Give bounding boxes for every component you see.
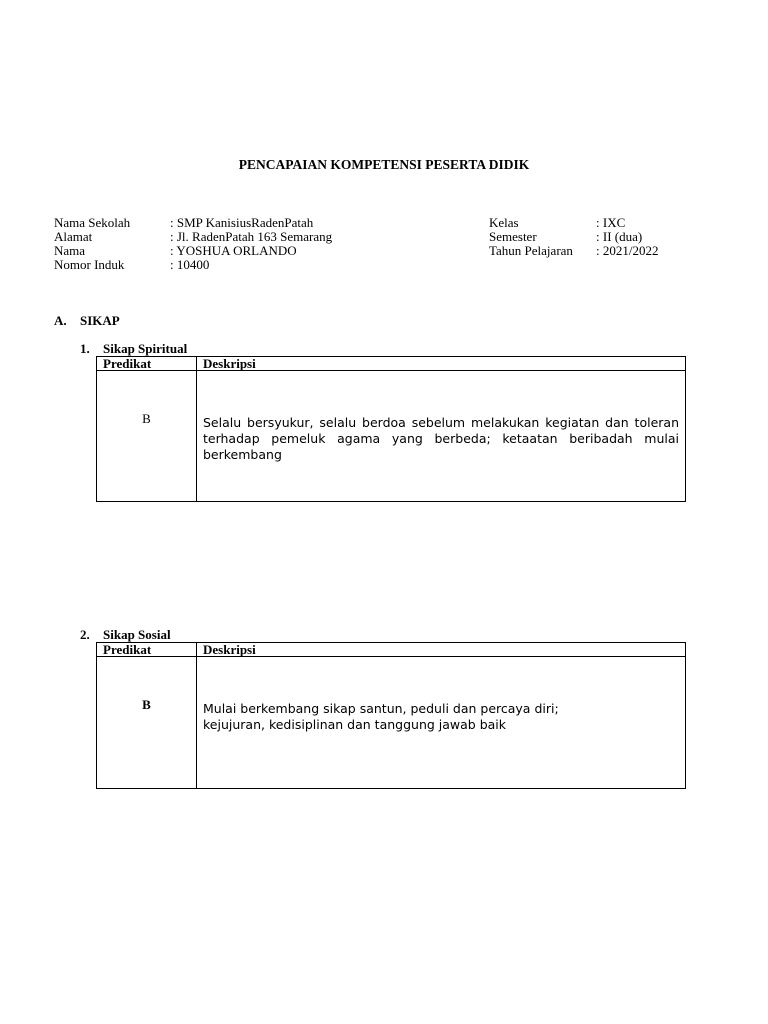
info-left-values bbox=[170, 216, 332, 272]
sosial-body-row bbox=[97, 657, 686, 789]
sosial-header-deskripsi: Deskripsi bbox=[197, 643, 686, 657]
spiritual-deskripsi-cell bbox=[197, 371, 686, 502]
sosial-title: Sikap Sosial bbox=[103, 627, 171, 642]
info-left-labels bbox=[54, 216, 130, 272]
spiritual-marker: 1. bbox=[80, 341, 90, 356]
document-title: PENCAPAIAN KOMPETENSI PESERTA DIDIK bbox=[238, 157, 530, 172]
sosial-deskripsi-cell bbox=[197, 657, 686, 789]
sosial-predikat-cell bbox=[97, 657, 197, 789]
sosial-predikat-value: B bbox=[142, 697, 151, 712]
spiritual-deskripsi-text: Selalu bersyukur, selalu berdoa sebelum melakukan kegiatan dan toleran terhadap pemeluk agama yang berbeda; ketaatan beribadah mulai berkembang bbox=[203, 415, 679, 462]
value-kelas: : IXC bbox=[596, 215, 626, 230]
sosial-header-predikat: Predikat bbox=[97, 643, 197, 657]
info-right-values bbox=[596, 216, 658, 258]
sosial-marker: 2. bbox=[80, 627, 90, 642]
value-semester: : II (dua) bbox=[596, 229, 643, 244]
spiritual-header-deskripsi: Deskripsi bbox=[197, 357, 686, 371]
label-nomor-induk: Nomor Induk bbox=[54, 257, 125, 272]
spiritual-header-predikat: Predikat bbox=[97, 357, 197, 371]
label-kelas: Kelas bbox=[489, 215, 519, 230]
sosial-deskripsi-text: Mulai berkembang sikap santun, peduli dan percaya diri; kejujuran, kedisiplinan dan tanggung jawab baik bbox=[203, 701, 559, 732]
section-a-title: SIKAP bbox=[80, 313, 120, 328]
value-alamat: : Jl. RadenPatah 163 Semarang bbox=[170, 229, 333, 244]
value-nama: : YOSHUA ORLANDO bbox=[170, 243, 297, 258]
label-semester: Semester bbox=[489, 229, 537, 244]
label-tahun-pelajaran: Tahun Pelajaran bbox=[489, 243, 573, 258]
spiritual-predikat-value: B bbox=[142, 411, 151, 426]
label-nama-sekolah: Nama Sekolah bbox=[54, 215, 131, 230]
info-right-labels bbox=[489, 216, 573, 258]
label-alamat: Alamat bbox=[54, 229, 93, 244]
label-nama: Nama bbox=[54, 243, 86, 258]
spiritual-body-row bbox=[97, 371, 686, 502]
sosial-header-row bbox=[97, 643, 686, 657]
spiritual-predikat-cell bbox=[97, 371, 197, 502]
value-nama-sekolah: : SMP KanisiusRadenPatah bbox=[170, 215, 314, 230]
section-a-marker: A. bbox=[54, 313, 67, 328]
value-tahun-pelajaran: : 2021/2022 bbox=[596, 243, 659, 258]
spiritual-title: Sikap Spiritual bbox=[103, 341, 188, 356]
spiritual-header-row bbox=[97, 357, 686, 371]
spiritual-table bbox=[96, 356, 686, 502]
sosial-table bbox=[96, 642, 686, 789]
value-nomor-induk: : 10400 bbox=[170, 257, 210, 272]
